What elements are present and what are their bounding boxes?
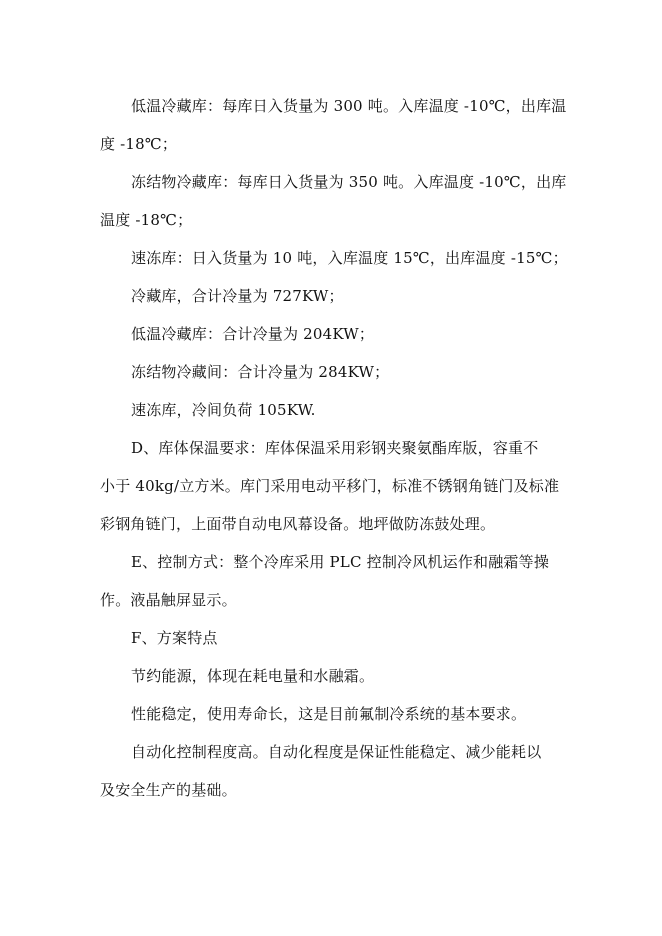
paragraph-frozen-storage xyxy=(100,163,567,239)
text-line: 作。液晶触屏显示。 xyxy=(100,591,237,609)
paragraph-features-heading xyxy=(100,619,555,657)
paragraph-stable-performance xyxy=(100,695,555,733)
text-line: 小于 40kg/立方米。库门采用电动平移门，标准不锈钢角链门及标准 xyxy=(100,477,560,495)
text-line: 低温冷藏库：合计冷量为 204KW； xyxy=(131,325,375,343)
text-line: E、控制方式：整个冷库采用 PLC 控制冷风机运作和融霜等操 xyxy=(131,553,550,571)
text-line: 自动化控制程度高。自动化程度是保证性能稳定、减少能耗以 xyxy=(131,743,542,761)
text-line: 速冻库，冷间负荷 105KW. xyxy=(131,401,316,419)
text-line: 冷藏库，合计冷量为 727KW； xyxy=(131,287,344,305)
text-line: D、库体保温要求：库体保温采用彩钢夹聚氨酯库版，容重不 xyxy=(131,439,539,457)
text-line: 节约能源，体现在耗电量和水融霜。 xyxy=(131,667,375,685)
document-body xyxy=(100,87,568,809)
paragraph-low-temp-load xyxy=(100,315,555,353)
text-line: 低温冷藏库：每库日入货量为 300 吨。入库温度 -10℃，出库温 xyxy=(131,97,567,115)
text-line: 温度 -18℃； xyxy=(100,211,193,229)
paragraph-cold-storage-load xyxy=(100,277,555,315)
text-line: 及安全生产的基础。 xyxy=(100,781,237,799)
text-line: 度 -18℃； xyxy=(100,135,178,153)
paragraph-quick-freeze-load xyxy=(100,391,555,429)
paragraph-control-method xyxy=(100,543,555,619)
text-line: 性能稳定，使用寿命长，这是目前氟制冷系统的基本要求。 xyxy=(131,705,527,723)
paragraph-low-temp-storage xyxy=(100,87,567,163)
paragraph-quick-freeze xyxy=(100,239,568,277)
paragraph-automation xyxy=(100,733,555,809)
text-line: 冻结物冷藏库：每库日入货量为 350 吨。入库温度 -10℃，出库 xyxy=(131,173,567,191)
text-line: 速冻库：日入货量为 10 吨，入库温度 15℃，出库温度 -15℃； xyxy=(131,249,568,267)
paragraph-insulation-requirements xyxy=(100,429,560,543)
text-line: 彩钢角链门，上面带自动电风幕设备。地坪做防冻鼓处理。 xyxy=(100,515,496,533)
paragraph-frozen-load xyxy=(100,353,555,391)
paragraph-energy-saving xyxy=(100,657,555,695)
text-line: 冻结物冷藏间：合计冷量为 284KW； xyxy=(131,363,390,381)
text-line: F、方案特点 xyxy=(131,629,218,647)
